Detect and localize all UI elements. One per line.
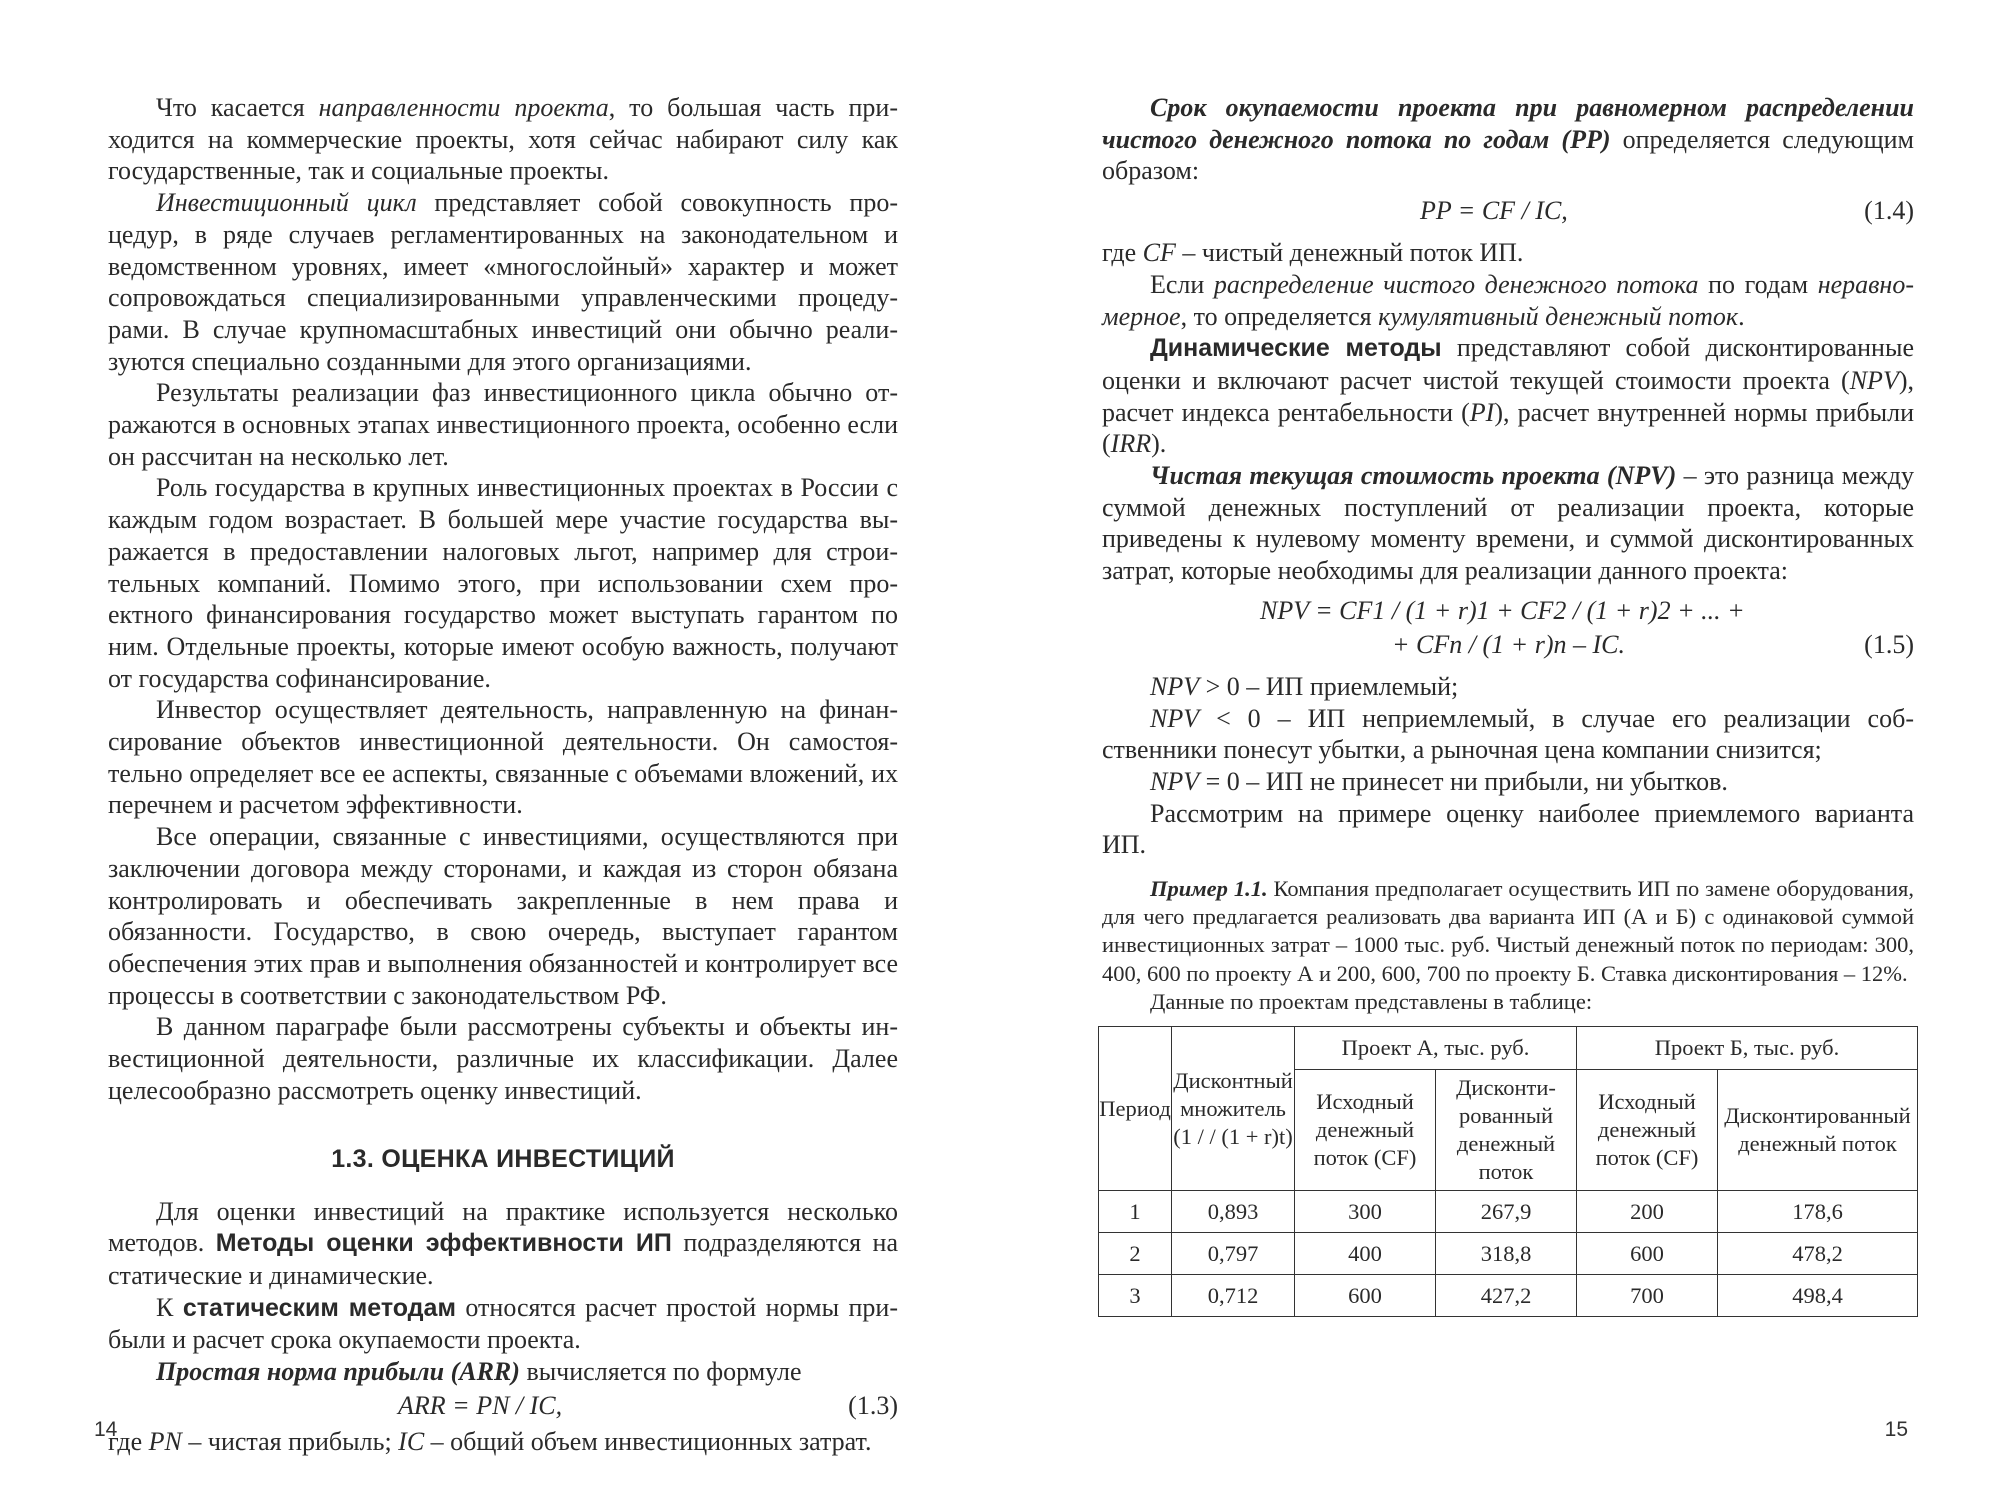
header-project-b: Проект Б, тыс. руб. — [1577, 1027, 1918, 1070]
cell-dcf-b: 478,2 — [1718, 1233, 1918, 1275]
paragraph: Результаты реализации фаз инвестиционного цикла обычно отражаются в основных этапах инвестиционного проекта, особенно если он рассчитан на несколько лет. — [108, 378, 898, 471]
cell-cf-a: 600 — [1295, 1275, 1436, 1317]
table-row — [1099, 1191, 1918, 1233]
cell-dcf-a: 267,9 — [1436, 1191, 1577, 1233]
formula-line-2: + CFn / (1 + r)n – IC. — [1392, 629, 1625, 659]
criterion: NPV < 0 – ИП неприемлемый, в случае его реализации собственники понесут убытки, а рыночная цена компании снизится; — [1102, 703, 1914, 765]
right-text-column — [1099, 92, 1915, 1317]
right-page — [1000, 0, 2000, 1510]
header-period: Период — [1099, 1027, 1172, 1191]
cell-dcf-b: 178,6 — [1718, 1191, 1918, 1233]
example-paragraph: Пример 1.1. Компания предполагает осуществить ИП по замене оборудования, для чего предлагается реализовать два варианта ИП (А и Б) с одинаковой суммой инвестиционных затрат – 1000 тыс. руб. Чистый денежный поток по периодам: 300, 400, 600 по проекту А и 200, 600, 700 по проекту Б. Ставка дисконтирования – 12%. — [1102, 876, 1915, 986]
paragraph: В данном параграфе были рассмотрены субъекты и объекты инвестиционной деятельности, различные их классификации. Далее целесообразно рассмотреть оценку инвестиций. — [108, 1012, 898, 1105]
paragraph: Инвестиционный цикл представляет собой совокупность процедур, в ряде случаев регламентированных на законодательном и ведомственном уровнях, имеет «многослойный» характер и может сопровождаться специализированными управленческими процедурами. В случае крупномасштабных инвестиций они обычно реализуются специально созданными для этого организациями. — [108, 188, 898, 376]
cell-period: 2 — [1099, 1233, 1172, 1275]
paragraph: Инвестор осуществляет деятельность, направленную на финансирование объектов инвестиционной деятельности. Он самостоятельно определяет все ее аспекты, связанные с объемами вложений, их перечнем и расчетом эффективности. — [108, 695, 898, 820]
cell-discount-factor: 0,893 — [1172, 1191, 1295, 1233]
cell-cf-b: 700 — [1577, 1275, 1718, 1317]
cell-cf-b: 600 — [1577, 1233, 1718, 1275]
paragraph: Что касается направленности проекта, то большая часть приходится на коммерческие проекты, хотя сейчас набирают силу как государственные, так и социальные проекты. — [108, 93, 898, 186]
paragraph: Все операции, связанные с инвестициями, осуществляются при заключении договора между сторонами, и каждая из сторон обязана контролировать и обеспечивать закрепленные в нем права и обязанности. Государство, в свою очередь, выступает гарантом обеспечения этих прав и выполнения обязанностей и контролирует все процессы в соответствии с законодательством РФ. — [108, 822, 898, 1010]
formula-number: (1.4) — [1864, 196, 1914, 226]
cell-cf-a: 400 — [1295, 1233, 1436, 1275]
paragraph: Срок окупаемости проекта при равномерном распределении чистого денежного потока по годам (PP) определяется следующим образом: — [1102, 93, 1914, 186]
table-row — [1099, 1275, 1918, 1317]
table-row — [1099, 1233, 1918, 1275]
header-discounted-flow-a: Дисконтированный денежный поток — [1436, 1070, 1577, 1191]
data-table — [1098, 1026, 1918, 1317]
header-source-flow-b: Исходный денежный поток (CF) — [1577, 1070, 1718, 1191]
header-discount-factor: Дисконтный множитель (1 / / (1 + r)t) — [1172, 1027, 1295, 1191]
formula-number: (1.3) — [848, 1390, 898, 1420]
paragraph: Рассмотрим на примере оценку наиболее приемлемого варианта ИП. — [1102, 798, 1914, 860]
page-number: 14 — [94, 1418, 118, 1441]
header-discounted-flow-b: Дисконтированный денежный поток — [1718, 1070, 1918, 1191]
criterion: NPV > 0 – ИП приемлемый; — [1150, 671, 1459, 701]
paragraph: Простая норма прибыли (ARR) вычисляется по формуле — [156, 1357, 802, 1387]
paragraph: где PN – чистая прибыль; IC – общий объем инвестиционных затрат. — [108, 1426, 872, 1456]
formula-1-5 — [1102, 587, 1914, 671]
section-heading: 1.3. ОЦЕНКА ИНВЕСТИЦИЙ — [331, 1144, 675, 1173]
cell-dcf-a: 427,2 — [1436, 1275, 1577, 1317]
cell-period: 3 — [1099, 1275, 1172, 1317]
paragraph: где CF – чистый денежный поток ИП. — [1102, 238, 1524, 268]
cell-period: 1 — [1099, 1191, 1172, 1233]
header-source-flow-a: Исходный денежный поток (CF) — [1295, 1070, 1436, 1191]
paragraph: Динамические методы представляют собой дисконтированные оценки и включают расчет чистой текущей стоимости проекта (NPV), расчет индекса рентабельности (PI), расчет внутренней нормы прибыли (IRR). — [1102, 333, 1914, 459]
cell-cf-a: 300 — [1295, 1191, 1436, 1233]
cell-discount-factor: 0,712 — [1172, 1275, 1295, 1317]
left-text-column — [108, 92, 898, 1457]
formula-expression: ARR = PN / IC, — [398, 1390, 563, 1420]
cell-dcf-b: 498,4 — [1718, 1275, 1918, 1317]
formula-line-1: NPV = CF1 / (1 + r)1 + CF2 / (1 + r)2 + ... + — [1260, 595, 1745, 625]
cell-discount-factor: 0,797 — [1172, 1233, 1295, 1275]
formula-expression: PP = CF / IC, — [1420, 196, 1568, 226]
cell-dcf-a: 318,8 — [1436, 1233, 1577, 1275]
cell-cf-b: 200 — [1577, 1191, 1718, 1233]
paragraph: Чистая текущая стоимость проекта (NPV) – это разница между суммой денежных поступлений от реализации проекта, которые приведены к нулевому моменту времени, и суммой дисконтированных затрат, которые необходимы для реализации данного проекта: — [1102, 461, 1914, 586]
table-intro: Данные по проектам представлены в таблице: — [1150, 988, 1593, 1014]
formula-1-4 — [1102, 187, 1914, 237]
header-project-a: Проект А, тыс. руб. — [1295, 1027, 1577, 1070]
paragraph: Для оценки инвестиций на практике используется несколько методов. Методы оценки эффективности ИП подразделяются на статические и динамические. — [108, 1196, 898, 1290]
formula-number: (1.5) — [1864, 629, 1914, 659]
page-number: 15 — [1884, 1418, 1908, 1441]
formula-1-3 — [108, 1388, 898, 1426]
paragraph: К статическим методам относятся расчет простой нормы прибыли и расчет срока окупаемости проекта. — [108, 1292, 898, 1355]
paragraph: Если распределение чистого денежного потока по годам неравномерное, то определяется кумулятивный денежный поток. — [1102, 269, 1914, 331]
paragraph: Роль государства в крупных инвестиционных проектах в России с каждым годом возрастает. В большей мере участие государства выражается в предоставлении налоговых льгот, например для строительных компаний. Помимо этого, при использовании схем проектного финансирования государство может выступать гарантом по ним. Отдельные проекты, которые имеют особую важность, получают от государства софинансирование. — [108, 473, 898, 693]
criterion: NPV = 0 – ИП не принесет ни прибыли, ни убытков. — [1150, 766, 1728, 796]
